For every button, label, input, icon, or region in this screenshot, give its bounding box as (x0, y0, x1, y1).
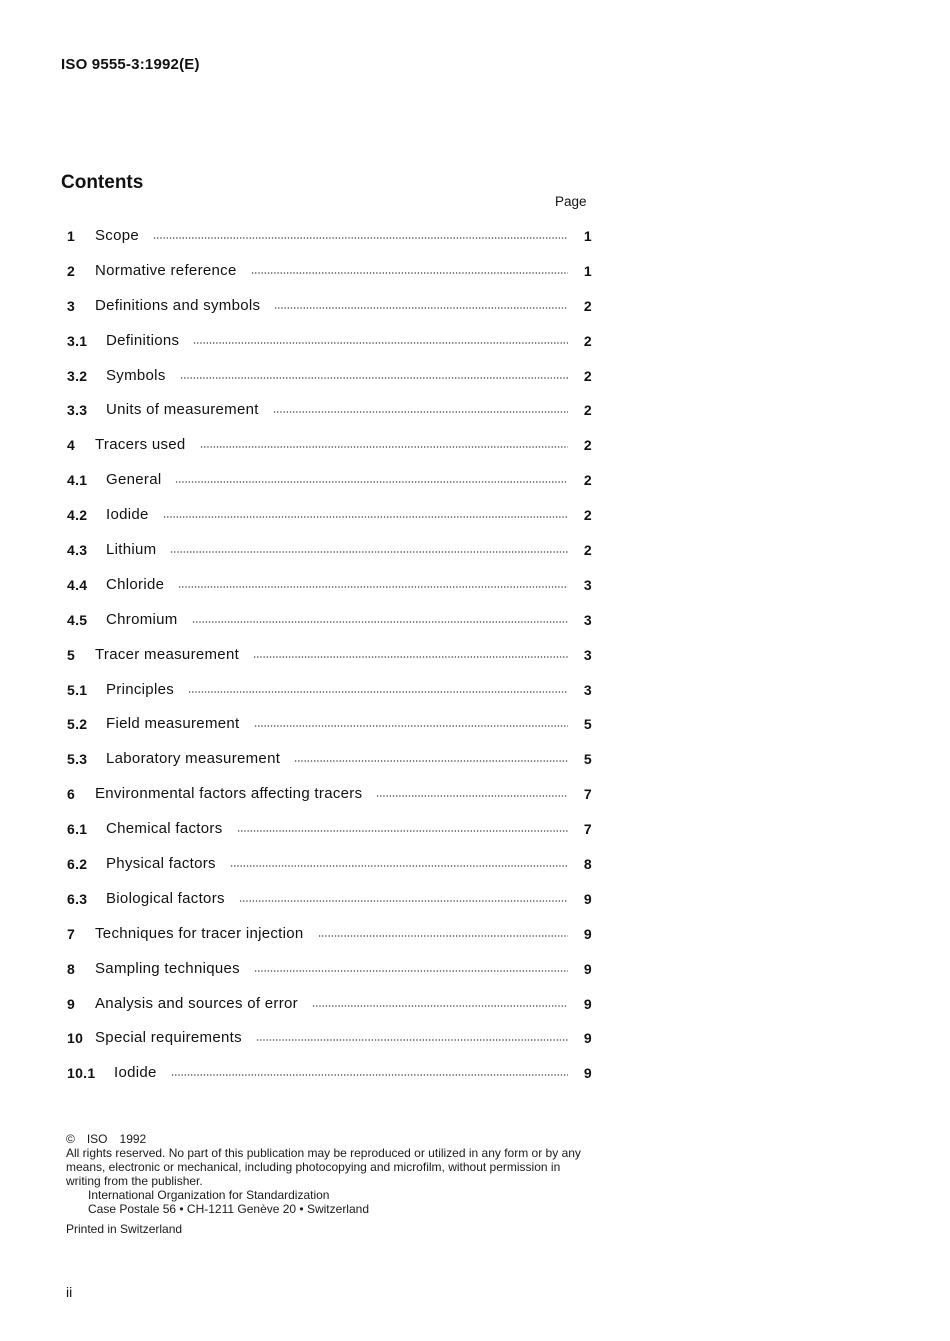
toc-entry-label: Sampling techniques (95, 959, 240, 977)
dot-leader (153, 226, 568, 240)
toc-entry[interactable] (67, 680, 592, 715)
toc-entry-page: 2 (583, 472, 592, 489)
toc-entry-page: 9 (583, 925, 592, 942)
organization-name: International Organization for Standardization (88, 1188, 330, 1202)
toc-entry-number: 10.1 (67, 1065, 96, 1082)
dot-leader (376, 784, 568, 798)
toc-entry-label: Symbols (106, 366, 166, 384)
page-column-label: Page (555, 194, 587, 209)
dot-leader (171, 1063, 568, 1077)
dot-leader (239, 889, 568, 903)
toc-entry[interactable] (67, 575, 592, 610)
toc-entry-label: Scope (95, 227, 140, 244)
toc-entry[interactable] (67, 470, 592, 505)
toc-entry-number: 3.1 (67, 332, 88, 349)
toc-entry-page: 1 (583, 262, 592, 279)
toc-entry[interactable] (67, 645, 592, 680)
toc-entry[interactable] (67, 1063, 592, 1098)
dot-leader (192, 610, 568, 624)
toc-entry[interactable] (67, 854, 592, 889)
copyright-year: 1992 (119, 1132, 147, 1146)
document-id: ISO 9555-3:1992(E) (61, 56, 200, 73)
dot-leader (312, 994, 568, 1008)
toc-entry[interactable] (67, 994, 592, 1029)
toc-entry-label: Definitions (106, 331, 180, 349)
toc-entry-page: 9 (583, 1030, 592, 1047)
toc-entry-page: 2 (583, 437, 592, 454)
toc-entry-label: Units of measurement (106, 401, 259, 419)
toc-entry-number: 5 (67, 646, 76, 663)
toc-entry-page: 3 (583, 646, 592, 663)
toc-entry-label: Iodide (106, 506, 149, 524)
toc-entry-label: Physical factors (106, 855, 216, 873)
toc-entry[interactable] (67, 784, 592, 819)
toc-entry[interactable] (67, 400, 592, 435)
copyright-symbol: © (66, 1132, 75, 1146)
toc-entry[interactable] (67, 819, 592, 854)
toc-entry-label: Techniques for tracer injection (95, 924, 304, 942)
rights-statement: All rights reserved. No part of this publication may be reproduced or utilized in any form or by any means, electronic or mechanical, including photocopying and microfilm, without permission in writing from the publisher. (66, 1146, 581, 1188)
toc-entry-number: 3.2 (67, 367, 88, 384)
toc-entry-label: Biological factors (106, 889, 225, 907)
toc-entry[interactable] (67, 296, 592, 331)
dot-leader (175, 470, 568, 484)
toc-entry-number: 6.2 (67, 856, 88, 873)
toc-entry-label: Field measurement (106, 715, 240, 733)
toc-entry[interactable] (67, 540, 592, 575)
toc-entry-label: Laboratory measurement (106, 750, 281, 768)
toc-entry-number: 6.1 (67, 821, 88, 838)
toc-entry-label: Normative reference (95, 261, 237, 279)
toc-entry-number: 4.3 (67, 542, 88, 559)
toc-entry-page: 3 (583, 611, 592, 628)
dot-leader (193, 331, 568, 345)
copyright-notice (66, 1132, 596, 1236)
toc-entry-number: 9 (67, 995, 76, 1012)
toc-entry-page: 7 (583, 821, 592, 838)
toc-entry-number: 4 (67, 437, 76, 454)
dot-leader (178, 575, 568, 589)
toc-entry-label: Principles (106, 680, 175, 698)
toc-entry-page: 2 (583, 297, 592, 314)
toc-entry-number: 4.2 (67, 507, 88, 524)
dot-leader (318, 924, 568, 938)
toc-entry-label: Special requirements (95, 1029, 242, 1047)
toc-entry-page: 2 (583, 367, 592, 384)
toc-entry[interactable] (67, 749, 592, 784)
toc-entry-number: 4.1 (67, 472, 88, 489)
toc-entry-label: Tracers used (95, 436, 186, 454)
dot-leader (274, 296, 568, 310)
toc-entry-number: 4.5 (67, 611, 88, 628)
toc-entry-number: 3.3 (67, 402, 88, 419)
dot-leader (256, 1028, 568, 1042)
toc-entry-number: 1 (67, 228, 76, 244)
toc-entry-label: Tracer measurement (95, 645, 240, 663)
toc-entry[interactable] (67, 331, 592, 366)
toc-entry-page: 8 (583, 856, 592, 873)
toc-entry-page: 1 (583, 228, 592, 244)
toc-entry-number: 8 (67, 960, 76, 977)
toc-entry-page: 7 (583, 786, 592, 803)
toc-entry-number: 5.3 (67, 751, 88, 768)
toc-entry-number: 7 (67, 925, 76, 942)
toc-entry[interactable] (67, 261, 592, 296)
contents-title: Contents (61, 172, 144, 193)
toc-entry-label: General (106, 471, 162, 489)
dot-leader (180, 366, 568, 380)
toc-entry-label: Definitions and symbols (95, 296, 261, 314)
toc-entry-page: 2 (583, 402, 592, 419)
dot-leader (273, 400, 568, 414)
toc-entry-label: Chromium (106, 610, 178, 628)
toc-entry-page: 2 (583, 332, 592, 349)
toc-entry-number: 2 (67, 262, 76, 279)
toc-entry-page: 3 (583, 681, 592, 698)
toc-entry-page: 2 (583, 542, 592, 559)
toc-entry-page: 9 (583, 1065, 592, 1082)
dot-leader (200, 435, 568, 449)
toc-entry-page: 9 (583, 960, 592, 977)
toc-entry[interactable] (67, 924, 592, 959)
toc-entry-number: 3 (67, 297, 76, 314)
toc-entry-number: 4.4 (67, 576, 88, 593)
toc-entry-number: 6.3 (67, 890, 88, 907)
toc-entry-label: Iodide (114, 1064, 157, 1082)
printed-location: Printed in Switzerland (66, 1222, 183, 1236)
toc-entry[interactable] (67, 610, 592, 645)
dot-leader (254, 714, 569, 728)
toc-entry[interactable] (67, 366, 592, 401)
toc-entry-label: Analysis and sources of error (95, 994, 298, 1012)
toc-entry-label: Chemical factors (106, 820, 223, 838)
copyright-org: ISO (86, 1132, 108, 1146)
toc-entry-page: 2 (583, 507, 592, 524)
toc-entry-label: Chloride (106, 575, 165, 593)
table-of-contents (67, 226, 592, 1098)
dot-leader (163, 505, 568, 519)
toc-entry[interactable] (67, 505, 592, 540)
toc-entry[interactable] (67, 889, 592, 924)
toc-entry-label: Environmental factors affecting tracers (95, 785, 363, 803)
toc-entry[interactable] (67, 435, 592, 470)
toc-entry-number: 10 (67, 1030, 84, 1047)
toc-entry-page: 3 (583, 576, 592, 593)
dot-leader (294, 749, 568, 763)
toc-entry-page: 9 (583, 890, 592, 907)
organization-address: Case Postale 56 • CH-1211 Genève 20 • Switzerland (88, 1202, 369, 1216)
toc-entry-number: 6 (67, 786, 76, 803)
dot-leader (230, 854, 568, 868)
dot-leader (188, 680, 568, 694)
toc-entry[interactable] (67, 226, 592, 261)
toc-entry-page: 5 (583, 716, 592, 733)
toc-entry[interactable] (67, 714, 592, 749)
dot-leader (170, 540, 568, 554)
dot-leader (237, 819, 568, 833)
dot-leader (254, 959, 568, 973)
page-number: ii (66, 1284, 73, 1300)
toc-entry-page: 9 (583, 995, 592, 1012)
toc-entry-page: 5 (583, 751, 592, 768)
toc-entry-label: Lithium (106, 541, 157, 559)
dot-leader (251, 261, 568, 275)
toc-entry[interactable] (67, 1028, 592, 1063)
toc-entry[interactable] (67, 959, 592, 994)
dot-leader (253, 645, 568, 659)
toc-entry-number: 5.2 (67, 716, 88, 733)
toc-entry-number: 5.1 (67, 681, 88, 698)
